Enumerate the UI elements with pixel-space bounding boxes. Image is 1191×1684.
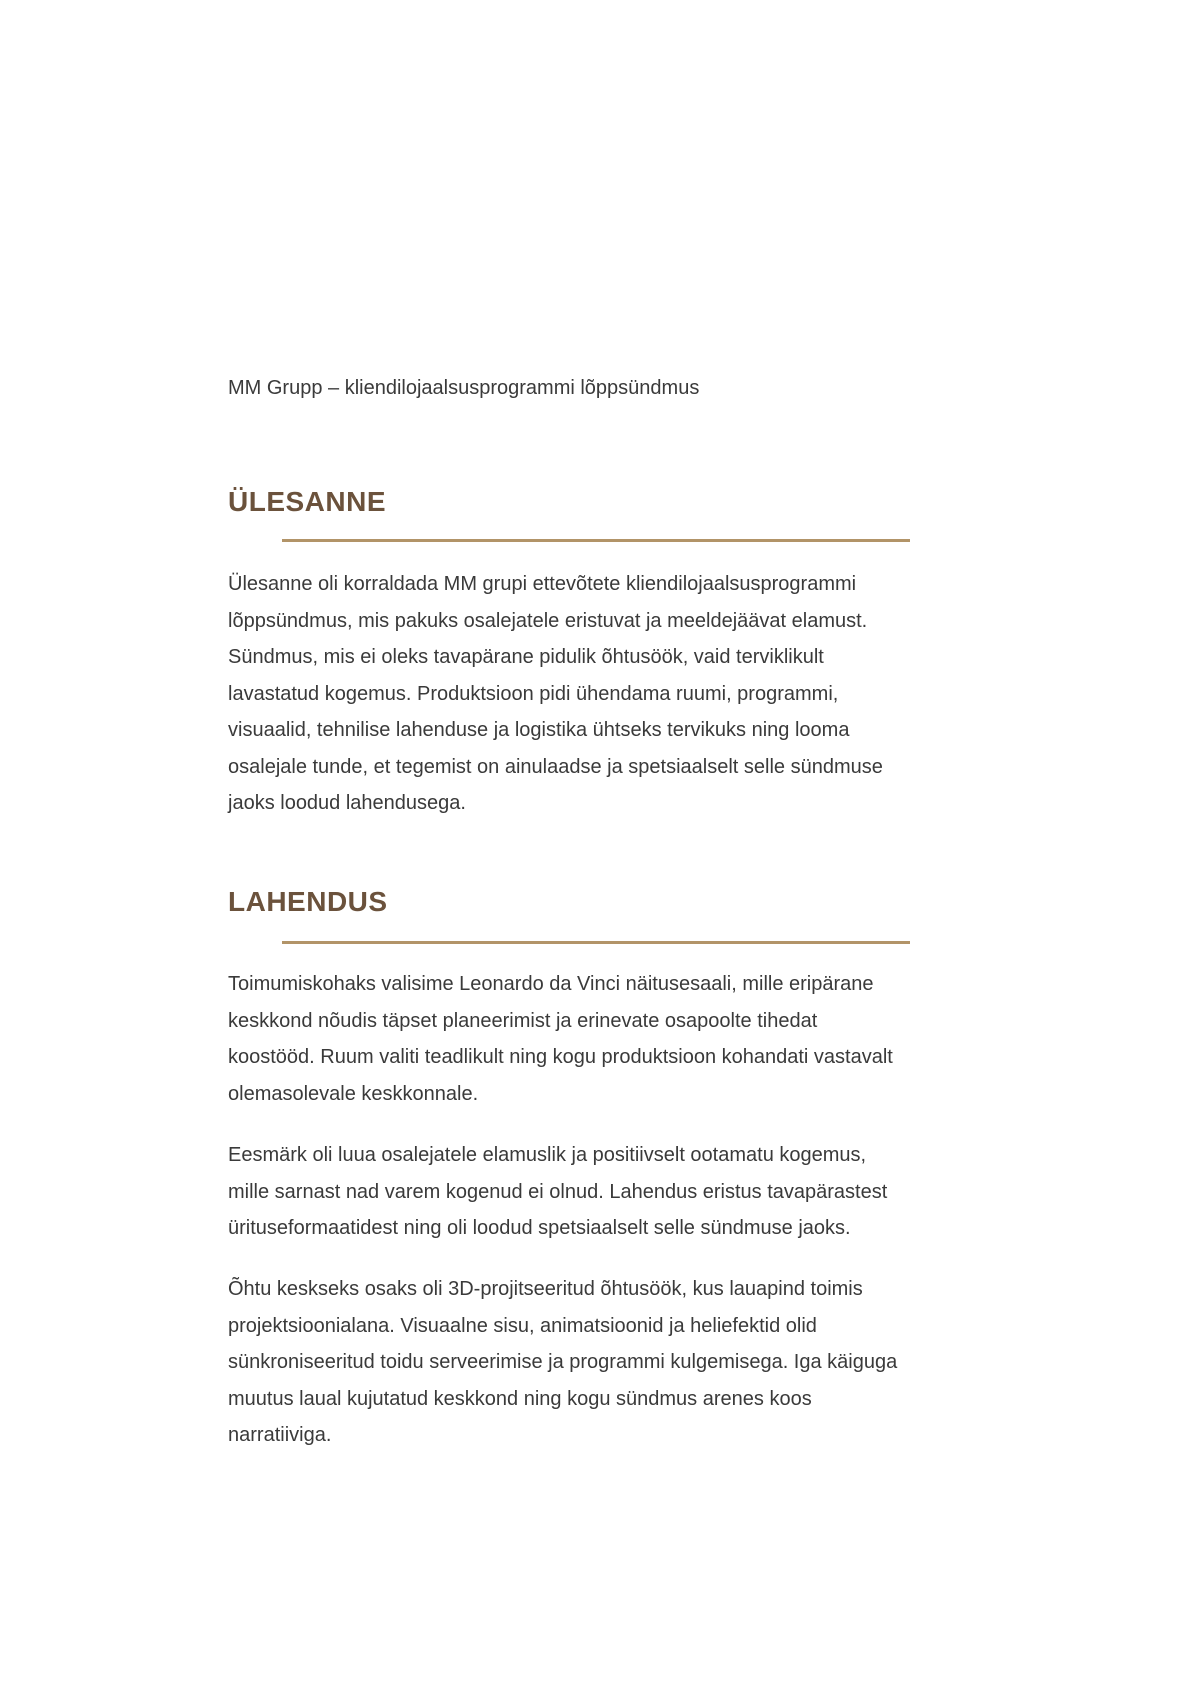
document-title: MM Grupp – kliendilojaalsusprogrammi lõppsündmus: [228, 377, 700, 399]
section-divider-rule: [282, 539, 910, 542]
paragraph-lahendus-3: Õhtu keskseks osaks oli 3D-projitseeritud õhtusöök, kus lauapind toimis projektsioonialana. Visuaalne sisu, animatsioonid ja heliefektid olid sünkroniseeritud toidu serveerimise ja programmi kulgemisega. Iga käiguga muutus laual kujutatud keskkond ning kogu sündmus arenes koos narratiiviga.: [228, 1278, 898, 1446]
section-heading-lahendus: LAHENDUS: [228, 886, 388, 917]
section-divider-rule: [282, 941, 910, 944]
section-heading-ulesanne: ÜLESANNE: [228, 486, 387, 517]
paragraph-lahendus-2: Eesmärk oli luua osalejatele elamuslik ja positiivselt ootamatu kogemus, mille sarnast nad varem kogenud ei olnud. Lahendus eristus tavapärastest ürituseformaatidest ning oli loodud spetsiaalselt selle sündmuse jaoks.: [228, 1144, 888, 1239]
paragraph-ulesanne-1: Ülesanne oli korraldada MM grupi ettevõtete kliendilojaalsusprogrammi lõppsündmus, mis pakuks osalejatele eristuvat ja meeldejäävat elamust. Sündmus, mis ei oleks tavapärane pidulik õhtusöök, vaid terviklikult lavastatud kogemus. Produktsioon pidi ühendama ruumi, programmi, visuaalid, tehnilise lahenduse ja logistika ühtseks tervikuks ning looma osalejale tunde, et tegemist on ainulaadse ja spetsiaalselt selle sündmuse jaoks loodud lahendusega.: [228, 573, 883, 814]
paragraph-lahendus-1: Toimumiskohaks valisime Leonardo da Vinci näitusesaali, mille eripärane keskkond nõudis täpset planeerimist ja erinevate osapoolte tihedat koostööd. Ruum valiti teadlikult ning kogu produktsioon kohandati vastavalt olemasolevale keskkonnale.: [228, 973, 893, 1105]
